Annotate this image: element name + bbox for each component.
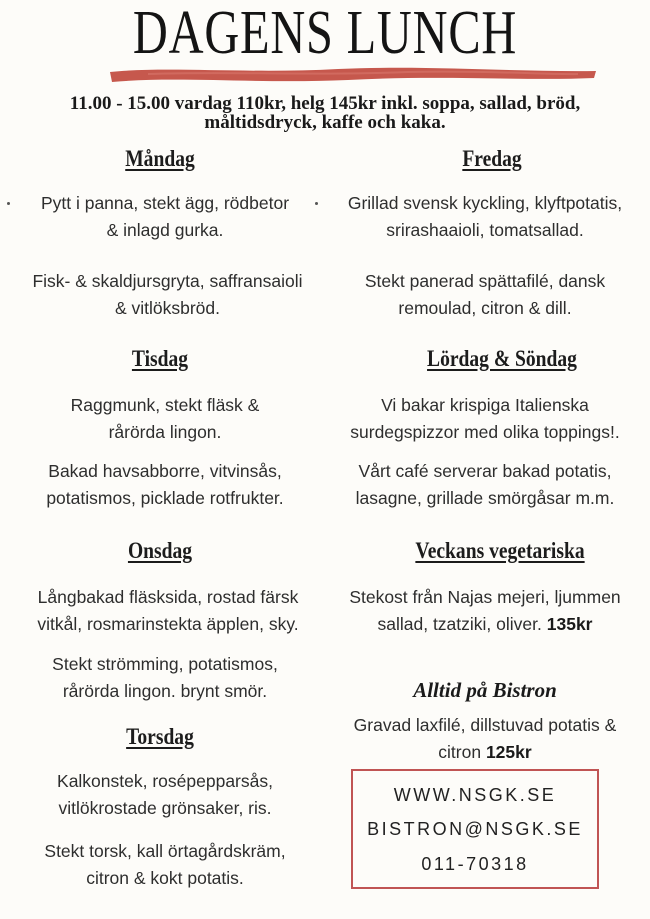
dish-line: Pytt i panna, stekt ägg, rödbetor: [40, 193, 290, 213]
dish-line: Gravad laxfilé, dillstuvad potatis &: [353, 715, 617, 735]
dish-line: Raggmunk, stekt fläsk &: [70, 395, 260, 415]
dish-tisdag-2: [10, 458, 320, 512]
dish-torsdag-1: [10, 768, 320, 822]
dish-line: Grillad svensk kyckling, klyftpotatis,: [347, 193, 623, 213]
dish-line: Stekt strömming, potatismos,: [52, 654, 278, 674]
opening-hours-info: [20, 94, 630, 132]
dish-line: Stekost från Najas mejeri, ljummen: [349, 587, 621, 607]
dish-line: & vitlöksbröd.: [114, 298, 221, 318]
dish-line: Fisk- & skaldjursgryta, saffransaioli: [32, 271, 303, 291]
price-vegetarisk: 135kr: [546, 614, 593, 634]
hours-line-2: måltidsdryck, kaffe och kaka.: [204, 112, 446, 133]
page-title: DAGENS LUNCH: [132, 0, 518, 67]
dish-helg-1: [326, 392, 644, 446]
dish-line: & inlagd gurka.: [106, 220, 224, 240]
day-heading-fredag: Fredag: [462, 146, 522, 171]
dish-onsdag-1: [8, 584, 328, 638]
day-heading-torsdag: Torsdag: [126, 724, 194, 749]
dish-line: lasagne, grillade smörgåsar m.m.: [355, 488, 615, 508]
dish-line: potatismos, picklade rotfrukter.: [46, 488, 284, 508]
dish-line: Långbakad fläsksida, rostad färsk: [37, 587, 299, 607]
dish-line: rårörda lingon. brynt smör.: [62, 681, 268, 701]
alltid-pa-bistron-heading: Alltid på Bistron: [413, 678, 557, 702]
dish-line: remoulad, citron & dill.: [398, 298, 572, 318]
dish-line: Stekt torsk, kall örtagårdskräm,: [44, 841, 286, 861]
day-heading-tisdag: Tisdag: [131, 346, 189, 371]
email-link[interactable]: BISTRON@NSGK.SE: [367, 819, 583, 839]
dish-torsdag-2: [10, 838, 320, 892]
dish-fredag-1: [326, 190, 644, 244]
dish-line: surdegspizzor med olika toppings!.: [350, 422, 620, 442]
dish-helg-2: [326, 458, 644, 512]
price-alltid: 125kr: [485, 742, 532, 762]
dish-line: Stekt panerad spättafilé, dansk: [364, 271, 606, 291]
website-link[interactable]: WWW.NSGK.SE: [393, 784, 557, 805]
day-heading-lordag-sondag: Lördag & Söndag: [427, 346, 577, 371]
dish-line: Vi bakar krispiga Italienska: [381, 395, 589, 415]
day-heading-mandag: Måndag: [125, 146, 195, 171]
dish-line: citron & kokt potatis.: [86, 868, 244, 888]
dish-line: vitkål, rosmarinstekta äpplen, sky.: [37, 614, 299, 634]
decorative-dot: [7, 202, 10, 205]
brush-stroke-underline: [108, 62, 598, 88]
dish-vegetarisk: [322, 584, 648, 638]
dish-onsdag-2: [10, 651, 320, 705]
dish-line: Vårt café serverar bakad potatis,: [358, 461, 612, 481]
day-heading-veckans-vegetariska: Veckans vegetariska: [415, 538, 585, 563]
dish-mandag-2: [10, 268, 325, 322]
dish-tisdag-1: [10, 392, 320, 446]
phone-number[interactable]: 011-70318: [421, 853, 529, 874]
dish-mandag-1: [10, 190, 320, 244]
dish-fredag-2: [326, 268, 644, 322]
day-heading-onsdag: Onsdag: [127, 538, 193, 563]
dish-line: Bakad havsabborre, vitvinsås,: [48, 461, 282, 481]
dish-line: sallad, tzatziki, oliver.: [377, 614, 542, 634]
decorative-dot: [315, 202, 318, 205]
dish-line: rårörda lingon.: [108, 422, 222, 442]
dish-line: srirashaaioli, tomatsallad.: [386, 220, 584, 240]
dish-line: Kalkonstek, rosépepparsås,: [57, 771, 273, 791]
hours-line-1: 11.00 - 15.00 vardag 110kr, helg 145kr inkl. soppa, sallad, bröd,: [69, 93, 581, 114]
contact-box: [351, 769, 599, 889]
dish-line: citron: [438, 742, 482, 762]
dish-line: vitlökrostade grönsaker, ris.: [58, 798, 272, 818]
dish-alltid: [326, 712, 644, 766]
